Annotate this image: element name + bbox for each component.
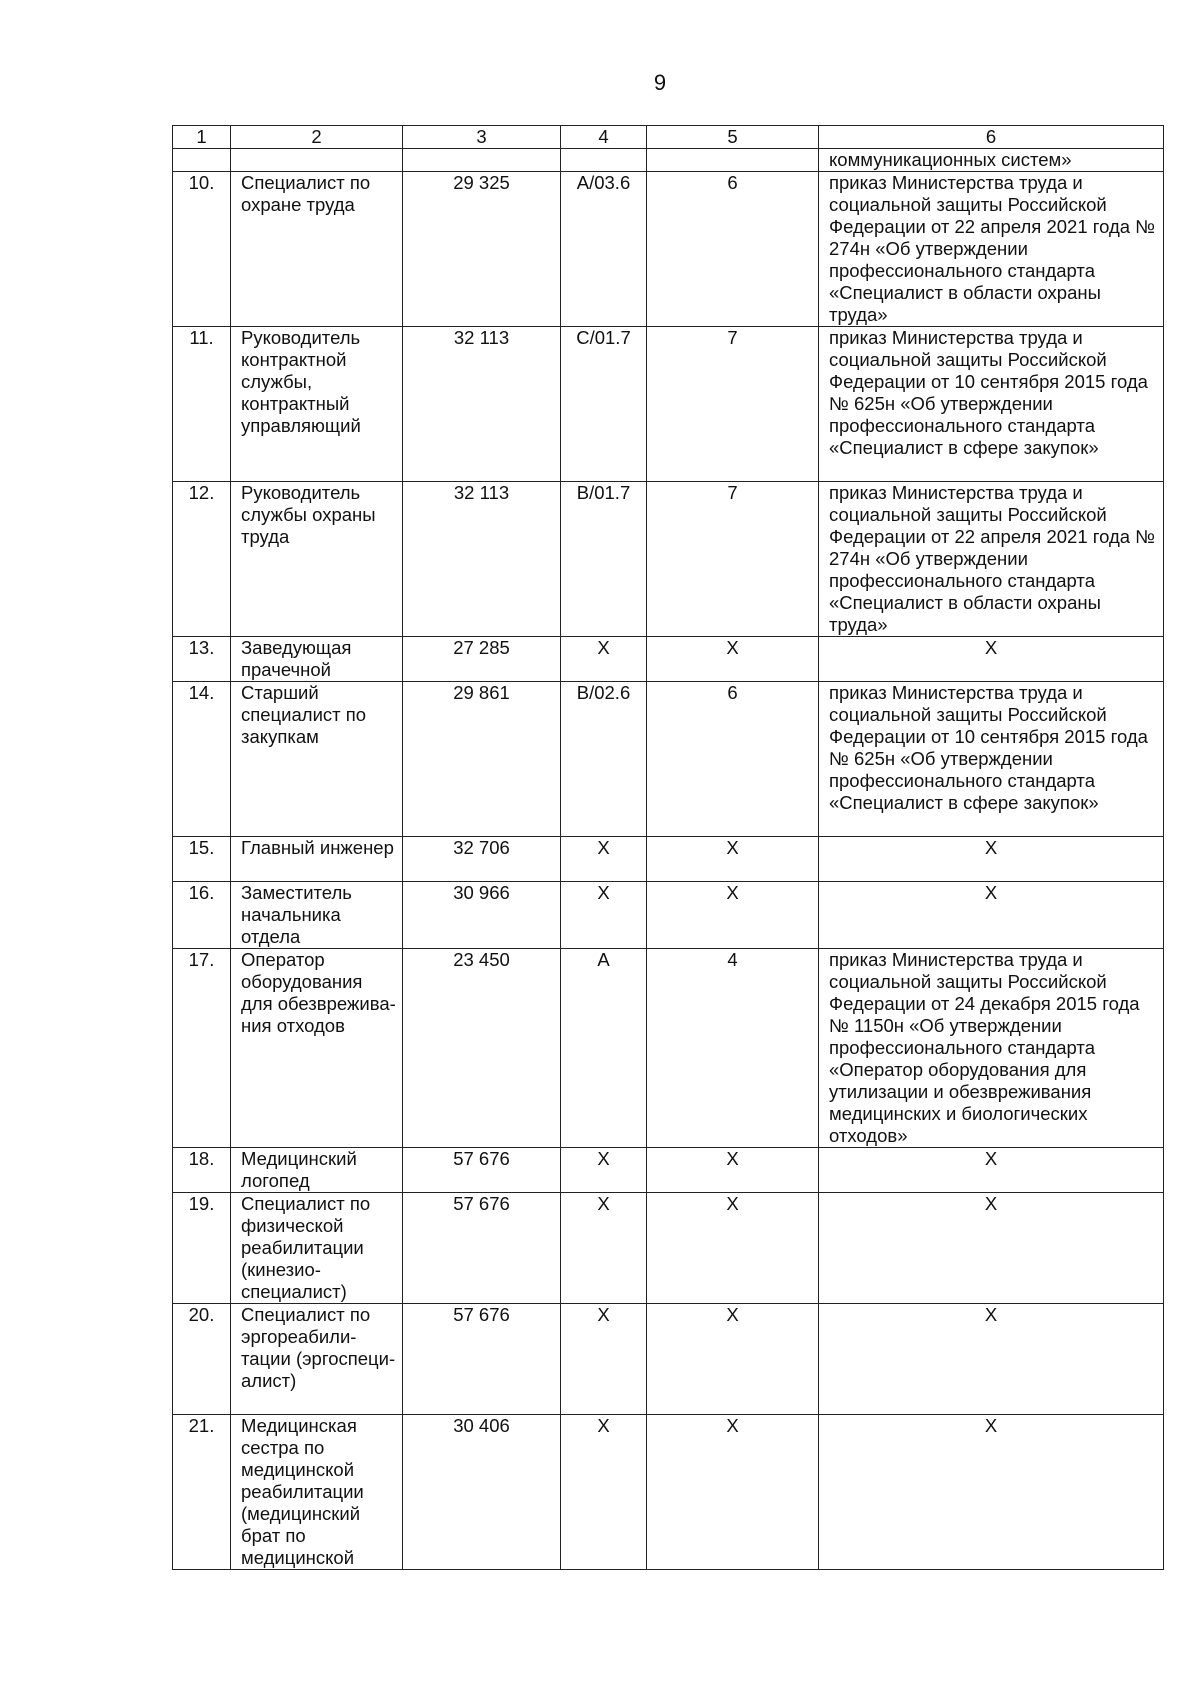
- qualification-level: Х: [647, 1304, 819, 1415]
- professional-standard: Х: [819, 837, 1164, 882]
- position-name: Медицинский логопед: [231, 1148, 403, 1193]
- table-row: [173, 1304, 1164, 1415]
- table-row: [173, 949, 1164, 1148]
- column-header: 1: [173, 126, 231, 149]
- professional-standard: Х: [819, 1415, 1164, 1570]
- positions-table: [172, 125, 1164, 1570]
- qualification-level: 7: [647, 482, 819, 637]
- function-code: Х: [561, 1148, 647, 1193]
- row-number: 12.: [173, 482, 231, 637]
- position-name: Заместитель начальника отдела: [231, 882, 403, 949]
- function-code: Х: [561, 1415, 647, 1570]
- function-code: С/01.7: [561, 327, 647, 482]
- qualification-level: Х: [647, 637, 819, 682]
- row-number: 11.: [173, 327, 231, 482]
- qualification-level: 7: [647, 327, 819, 482]
- row-number: 18.: [173, 1148, 231, 1193]
- professional-standard: приказ Министерства труда и социальной защиты Российской Федерации от 22 апреля 2021 года № 274н «Об утверждении профессионального стандарта «Специалист в области охраны труда»: [819, 172, 1164, 327]
- column-header: 2: [231, 126, 403, 149]
- qualification-level: 6: [647, 172, 819, 327]
- table-row: [173, 149, 1164, 172]
- table-row: [173, 837, 1164, 882]
- table-row: [173, 1415, 1164, 1570]
- salary: 32 113: [403, 482, 561, 637]
- professional-standard: Х: [819, 882, 1164, 949]
- professional-standard: приказ Министерства труда и социальной защиты Российской Федерации от 22 апреля 2021 года № 274н «Об утверждении профессионального стандарта «Специалист в области охраны труда»: [819, 482, 1164, 637]
- table-row: [173, 637, 1164, 682]
- function-code: А: [561, 949, 647, 1148]
- table-row: [173, 882, 1164, 949]
- professional-standard: коммуникационных систем»: [819, 149, 1164, 172]
- qualification-level: Х: [647, 1415, 819, 1570]
- function-code: Х: [561, 1193, 647, 1304]
- row-number: 17.: [173, 949, 231, 1148]
- professional-standard: приказ Министерства труда и социальной защиты Российской Федерации от 24 декабря 2015 года № 1150н «Об утверждении профессионального стандарта «Оператор оборудования для утилизации и обезвреживания медицинских и биологических отходов»: [819, 949, 1164, 1148]
- qualification-level: Х: [647, 837, 819, 882]
- row-number: 20.: [173, 1304, 231, 1415]
- salary: 57 676: [403, 1148, 561, 1193]
- function-code: А/03.6: [561, 172, 647, 327]
- salary: 23 450: [403, 949, 561, 1148]
- salary: [403, 149, 561, 172]
- qualification-level: Х: [647, 1193, 819, 1304]
- row-number: 16.: [173, 882, 231, 949]
- professional-standard: приказ Министерства труда и социальной защиты Российской Федерации от 10 сентября 2015 года № 625н «Об утверждении профессионального стандарта «Специалист в сфере закупок»: [819, 327, 1164, 482]
- column-header: 5: [647, 126, 819, 149]
- column-header: 4: [561, 126, 647, 149]
- row-number: [173, 149, 231, 172]
- function-code: [561, 149, 647, 172]
- qualification-level: Х: [647, 882, 819, 949]
- salary: 30 406: [403, 1415, 561, 1570]
- professional-standard: Х: [819, 1304, 1164, 1415]
- function-code: В/02.6: [561, 682, 647, 837]
- professional-standard: Х: [819, 1193, 1164, 1304]
- function-code: В/01.7: [561, 482, 647, 637]
- row-number: 10.: [173, 172, 231, 327]
- professional-standard: Х: [819, 637, 1164, 682]
- position-name: Руководитель службы охраны труда: [231, 482, 403, 637]
- row-number: 13.: [173, 637, 231, 682]
- qualification-level: [647, 149, 819, 172]
- salary: 57 676: [403, 1304, 561, 1415]
- qualification-level: 4: [647, 949, 819, 1148]
- page-number: 9: [653, 70, 667, 95]
- qualification-level: Х: [647, 1148, 819, 1193]
- qualification-level: 6: [647, 682, 819, 837]
- professional-standard: приказ Министерства труда и социальной защиты Российской Федерации от 10 сентября 2015 года № 625н «Об утверждении профессионального стандарта «Специалист в сфере закупок»: [819, 682, 1164, 837]
- salary: 27 285: [403, 637, 561, 682]
- row-number: 21.: [173, 1415, 231, 1570]
- position-name: [231, 149, 403, 172]
- position-name: Заведующая прачечной: [231, 637, 403, 682]
- salary: 32 706: [403, 837, 561, 882]
- position-name: Специалист по охране труда: [231, 172, 403, 327]
- position-name: Руководитель контрактной службы, контрактный управляющий: [231, 327, 403, 482]
- table-row: [173, 1193, 1164, 1304]
- row-number: 15.: [173, 837, 231, 882]
- table-row: [173, 1148, 1164, 1193]
- position-name: Старший специалист по закупкам: [231, 682, 403, 837]
- professional-standard: Х: [819, 1148, 1164, 1193]
- row-number: 14.: [173, 682, 231, 837]
- row-number: 19.: [173, 1193, 231, 1304]
- salary: 32 113: [403, 327, 561, 482]
- salary: 29 325: [403, 172, 561, 327]
- table-row: [173, 172, 1164, 327]
- position-name: Медицинская сестра по медицинской реабилитации (медицинский брат по медицинской: [231, 1415, 403, 1570]
- table-header-row: [173, 126, 1164, 149]
- position-name: Оператор оборудования для обезврежива-ния отходов: [231, 949, 403, 1148]
- column-header: 6: [819, 126, 1164, 149]
- function-code: Х: [561, 882, 647, 949]
- function-code: Х: [561, 837, 647, 882]
- function-code: Х: [561, 637, 647, 682]
- position-name: Специалист по физической реабилитации (кинезио-специалист): [231, 1193, 403, 1304]
- column-header: 3: [403, 126, 561, 149]
- position-name: Главный инженер: [231, 837, 403, 882]
- table-row: [173, 482, 1164, 637]
- salary: 30 966: [403, 882, 561, 949]
- table-row: [173, 682, 1164, 837]
- position-name: Специалист по эргореабили-тации (эргоспеци-алист): [231, 1304, 403, 1415]
- function-code: Х: [561, 1304, 647, 1415]
- salary: 57 676: [403, 1193, 561, 1304]
- table-row: [173, 327, 1164, 482]
- salary: 29 861: [403, 682, 561, 837]
